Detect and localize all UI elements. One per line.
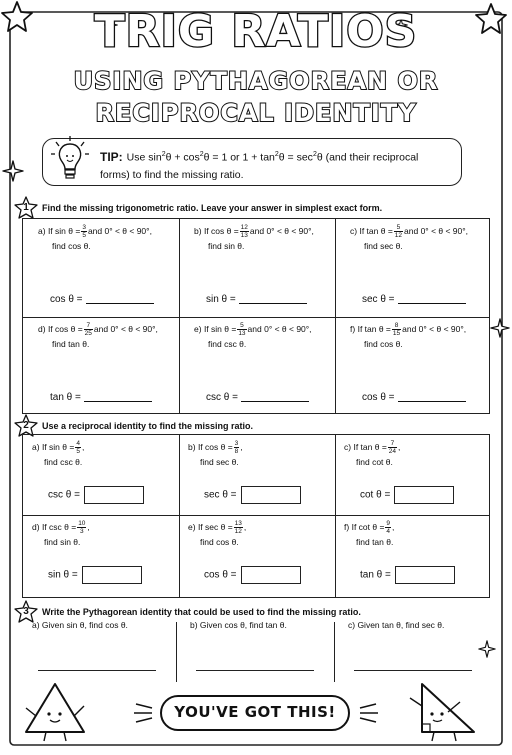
motion-lines-icon (132, 700, 156, 726)
triangle-mascot-right-icon (402, 676, 486, 744)
answer-line-a[interactable] (38, 670, 156, 671)
answer-box[interactable] (241, 486, 301, 504)
section2-problem-4: d) If csc θ = $\frac{10}{3}$ , find sin θ. sin θ = (22, 514, 178, 594)
page-subtitle-line1: USING PYTHAGOREAN OR (73, 67, 439, 95)
answer-box[interactable] (241, 566, 301, 584)
section-3-instruction: Write the Pythagorean identity that could be used to find the missing ratio. (42, 607, 361, 617)
tip-text: TIP: Use $\sin^2\theta + \cos^2\theta = 1$ or $1 + \tan^2\theta = \sec^2\theta$ (and their reciprocal forms) to find the missing ratio. (100, 149, 419, 181)
fraction: $\frac{3}{5}$ (82, 224, 86, 239)
section-2-instruction: Use a reciprocal identity to find the missing ratio. (42, 421, 254, 431)
section1-problem-6: f) If tan θ = $\frac{8}{15}$ and 0° < θ < 90°, find cos θ. cos θ = (350, 322, 467, 403)
fraction: $\frac{10}{3}$ (78, 520, 86, 535)
section-1-instruction: Find the missing trigonometric ratio. Leave your answer in simplest exact form. (42, 203, 383, 213)
section1-problem-5: e) If sin θ = $\frac{5}{13}$ and 0° < θ < 90°, find csc θ. csc θ = (194, 322, 312, 403)
section1-problem-1: a) If sin θ = $\frac{3}{5}$ and 0° < θ < 90°, find cos θ. cos θ = (38, 224, 152, 305)
page-subtitle-line2: RECIPROCAL IDENTITY (95, 99, 417, 127)
fraction: $\frac{7}{24}$ (388, 440, 397, 455)
motion-lines-icon (356, 700, 380, 726)
section-3-item-b: b) Given cos θ, find tan θ. (190, 620, 287, 630)
answer-blank[interactable] (239, 303, 307, 304)
lightbulb-icon (50, 134, 90, 186)
section2-problem-3: c) If tan θ = $\frac{7}{24}$ , find cot θ. cot θ = (334, 434, 490, 514)
section-3-item-a: a) Given sin θ, find cos θ. (32, 620, 128, 630)
page-title: TRIG RATIOS (94, 6, 418, 57)
answer-line-b[interactable] (196, 670, 314, 671)
section-3-item-c: c) Given tan θ, find sec θ. (348, 620, 445, 630)
encouragement-text: YOU'VE GOT THIS! (174, 703, 336, 721)
answer-blank[interactable] (84, 401, 152, 402)
answer-box[interactable] (395, 566, 455, 584)
answer-line-c[interactable] (354, 670, 472, 671)
section1-problem-4: d) If cos θ = $\frac{7}{25}$ and 0° < θ < 90°, find tan θ. tan θ = (38, 322, 158, 403)
sparkle-icon (490, 318, 510, 338)
tip-label: TIP: (100, 149, 123, 164)
triangle-mascot-left-icon (20, 678, 90, 744)
section2-problem-2: b) If cos θ = $\frac{3}{8}$ , find sec θ. sec θ = (178, 434, 334, 514)
section2-problem-5: e) If sec θ = $\frac{13}{12}$ , find cos θ. cos θ = (178, 514, 334, 594)
fraction: $\frac{5}{12}$ (394, 224, 403, 239)
sparkle-icon (2, 160, 24, 182)
section1-problem-3: c) If tan θ = $\frac{5}{12}$ and 0° < θ < 90°, find sec θ. sec θ = (350, 224, 469, 305)
section1-problem-2: b) If cos θ = $\frac{12}{13}$ and 0° < θ < 90°, find sin θ. sin θ = (194, 224, 314, 305)
answer-box[interactable] (82, 566, 142, 584)
answer-box[interactable] (394, 486, 454, 504)
fraction: $\frac{5}{13}$ (238, 322, 246, 337)
section2-problem-1: a) If sin θ = $\frac{4}{5}$ , find csc θ. csc θ = (22, 434, 178, 514)
answer-blank[interactable] (241, 401, 309, 402)
fraction: $\frac{7}{25}$ (84, 322, 92, 337)
sparkle-icon (478, 640, 496, 658)
answer-blank[interactable] (398, 401, 466, 402)
fraction: $\frac{3}{8}$ (234, 440, 239, 455)
fraction: $\frac{12}{13}$ (240, 224, 248, 239)
answer-blank[interactable] (86, 303, 154, 304)
fraction: $\frac{8}{15}$ (392, 322, 401, 337)
fraction: $\frac{13}{12}$ (234, 520, 242, 535)
section2-problem-6: f) If cot θ = $\frac{9}{4}$ , find tan θ. tan θ = (334, 514, 490, 594)
answer-blank[interactable] (398, 303, 466, 304)
fraction: $\frac{4}{5}$ (76, 440, 80, 455)
fraction: $\frac{9}{4}$ (386, 520, 391, 535)
answer-box[interactable] (84, 486, 144, 504)
